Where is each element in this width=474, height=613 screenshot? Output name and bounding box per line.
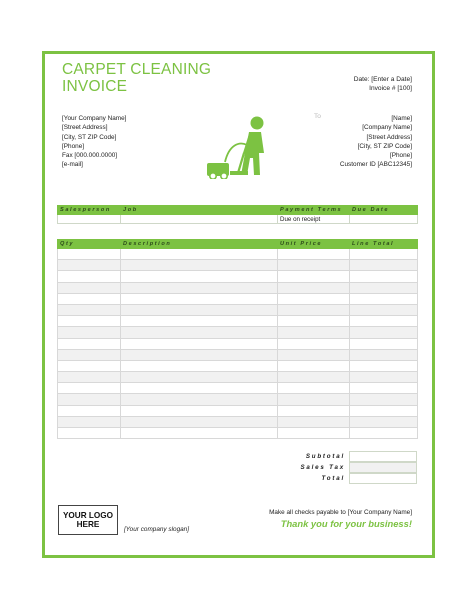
unit-price-cell[interactable] [278, 327, 350, 338]
table-row [58, 372, 418, 383]
table-row [58, 316, 418, 327]
sender-company[interactable]: [Your Company Name] [62, 115, 127, 122]
table-row [58, 416, 418, 427]
logo-line-2: HERE [76, 520, 100, 529]
qty-cell[interactable] [58, 405, 121, 416]
qty-cell[interactable] [58, 293, 121, 304]
table-row [58, 304, 418, 315]
line-total-cell[interactable] [350, 372, 418, 383]
qty-cell[interactable] [58, 327, 121, 338]
invoice-date[interactable]: Date: [Enter a Date] [353, 76, 412, 83]
unit-price-cell[interactable] [278, 428, 350, 439]
job-cell[interactable] [121, 215, 278, 224]
description-cell[interactable] [121, 349, 278, 360]
logo-line-1: YOUR LOGO [62, 510, 114, 520]
description-cell[interactable] [121, 416, 278, 427]
sales-tax-value[interactable] [349, 462, 417, 473]
subtotal-line [280, 451, 417, 462]
header-description: Description [121, 240, 278, 249]
job-table-row [58, 215, 418, 224]
qty-cell[interactable] [58, 316, 121, 327]
table-row [58, 260, 418, 271]
qty-cell[interactable] [58, 282, 121, 293]
qty-cell[interactable] [58, 304, 121, 315]
unit-price-cell[interactable] [278, 383, 350, 394]
line-total-cell[interactable] [350, 327, 418, 338]
line-total-cell[interactable] [350, 338, 418, 349]
unit-price-cell[interactable] [278, 316, 350, 327]
description-cell[interactable] [121, 383, 278, 394]
line-total-cell[interactable] [350, 293, 418, 304]
line-total-cell[interactable] [350, 405, 418, 416]
recipient-city[interactable]: [City, ST ZIP Code] [357, 142, 412, 150]
customer-id[interactable]: Customer ID [ABC12345] [339, 161, 412, 169]
description-cell[interactable] [121, 394, 278, 405]
table-row [58, 271, 418, 282]
qty-cell[interactable] [58, 249, 121, 260]
total-value[interactable] [349, 473, 417, 484]
title-line-1: CARPET CLEANING [62, 61, 212, 78]
description-cell[interactable] [121, 293, 278, 304]
invoice-number[interactable]: Invoice # [100] [369, 85, 412, 92]
sales-tax-line [280, 462, 417, 473]
unit-price-cell[interactable] [278, 304, 350, 315]
qty-cell[interactable] [58, 428, 121, 439]
line-total-cell[interactable] [350, 304, 418, 315]
description-cell[interactable] [121, 260, 278, 271]
description-cell[interactable] [121, 428, 278, 439]
items-table [57, 239, 418, 439]
table-row [58, 349, 418, 360]
job-table-header [58, 206, 418, 215]
line-total-cell[interactable] [350, 282, 418, 293]
totals-block [280, 451, 417, 484]
items-table-header [58, 240, 418, 249]
recipient-company[interactable]: [Company Name] [362, 124, 412, 132]
line-total-cell[interactable] [350, 383, 418, 394]
line-total-cell[interactable] [350, 260, 418, 271]
description-cell[interactable] [121, 360, 278, 371]
table-row [58, 360, 418, 371]
line-total-cell[interactable] [350, 249, 418, 260]
recipient-street[interactable]: [Street Address] [366, 133, 412, 141]
sender-email[interactable]: [e-mail] [62, 161, 83, 169]
unit-price-cell[interactable] [278, 416, 350, 427]
line-total-cell[interactable] [350, 316, 418, 327]
header-due-date: Due Date [350, 206, 418, 215]
description-cell[interactable] [121, 405, 278, 416]
header-line-total: Line Total [350, 240, 418, 249]
table-row [58, 394, 418, 405]
logo-placeholder[interactable] [58, 505, 118, 535]
line-total-cell[interactable] [350, 360, 418, 371]
line-total-cell[interactable] [350, 349, 418, 360]
description-cell[interactable] [121, 338, 278, 349]
header-payment-terms: Payment Terms [278, 206, 350, 215]
invoice-title [62, 61, 211, 95]
unit-price-cell[interactable] [278, 282, 350, 293]
unit-price-cell[interactable] [278, 349, 350, 360]
qty-cell[interactable] [58, 394, 121, 405]
unit-price-cell[interactable] [278, 360, 350, 371]
title-line-2: INVOICE [62, 78, 128, 95]
description-cell[interactable] [121, 316, 278, 327]
total-line [280, 473, 417, 484]
unit-price-cell[interactable] [278, 249, 350, 260]
unit-price-cell[interactable] [278, 338, 350, 349]
description-cell[interactable] [121, 271, 278, 282]
sender-street[interactable]: [Street Address] [62, 124, 108, 132]
table-row [58, 405, 418, 416]
unit-price-cell[interactable] [278, 293, 350, 304]
qty-cell[interactable] [58, 338, 121, 349]
header-unit-price: Unit Price [278, 240, 350, 249]
recipient-block [340, 114, 412, 170]
qty-cell[interactable] [58, 360, 121, 371]
qty-cell[interactable] [58, 349, 121, 360]
description-cell[interactable] [121, 249, 278, 260]
due-date-cell[interactable] [350, 215, 418, 224]
description-cell[interactable] [121, 282, 278, 293]
header-qty: Qty [58, 240, 121, 249]
qty-cell[interactable] [58, 383, 121, 394]
sender-phone[interactable]: [Phone] [62, 142, 85, 150]
qty-cell[interactable] [58, 260, 121, 271]
sender-city[interactable]: [City, ST ZIP Code] [62, 133, 117, 141]
company-slogan[interactable]: [Your company slogan] [124, 526, 190, 533]
table-row [58, 327, 418, 338]
sales-tax-label: Sales Tax [300, 464, 345, 471]
total-label: Total [321, 475, 345, 482]
header-job: Job [121, 206, 278, 215]
to-label: To [314, 113, 321, 120]
sender-block [62, 114, 126, 170]
payable-note: Make all checks payable to [Your Company Name] [269, 509, 412, 516]
table-row [58, 249, 418, 260]
carpet-cleaner-icon [203, 115, 269, 179]
description-cell[interactable] [121, 372, 278, 383]
recipient-name[interactable]: [Name] [391, 115, 412, 122]
table-row [58, 428, 418, 439]
unit-price-cell[interactable] [278, 372, 350, 383]
qty-cell[interactable] [58, 271, 121, 282]
unit-price-cell[interactable] [278, 271, 350, 282]
sender-fax[interactable]: Fax [000.000.0000] [62, 152, 118, 160]
qty-cell[interactable] [58, 372, 121, 383]
header-salesperson: Salesperson [58, 206, 121, 215]
recipient-phone[interactable]: [Phone] [389, 152, 412, 160]
description-cell[interactable] [121, 304, 278, 315]
unit-price-cell[interactable] [278, 394, 350, 405]
table-row [58, 282, 418, 293]
line-total-cell[interactable] [350, 416, 418, 427]
unit-price-cell[interactable] [278, 260, 350, 271]
job-table [57, 205, 418, 224]
subtotal-label: Subtotal [305, 453, 345, 460]
line-total-cell[interactable] [350, 271, 418, 282]
line-total-cell[interactable] [350, 428, 418, 439]
table-row [58, 338, 418, 349]
thank-you-message: Thank you for your business! [280, 518, 412, 529]
qty-cell[interactable] [58, 416, 121, 427]
unit-price-cell[interactable] [278, 405, 350, 416]
date-block [354, 75, 412, 93]
salesperson-cell[interactable] [58, 215, 121, 224]
table-row [58, 293, 418, 304]
description-cell[interactable] [121, 327, 278, 338]
line-total-cell[interactable] [350, 394, 418, 405]
table-row [58, 383, 418, 394]
subtotal-value[interactable] [349, 451, 417, 462]
payment-terms-cell[interactable]: Due on receipt [278, 215, 350, 224]
